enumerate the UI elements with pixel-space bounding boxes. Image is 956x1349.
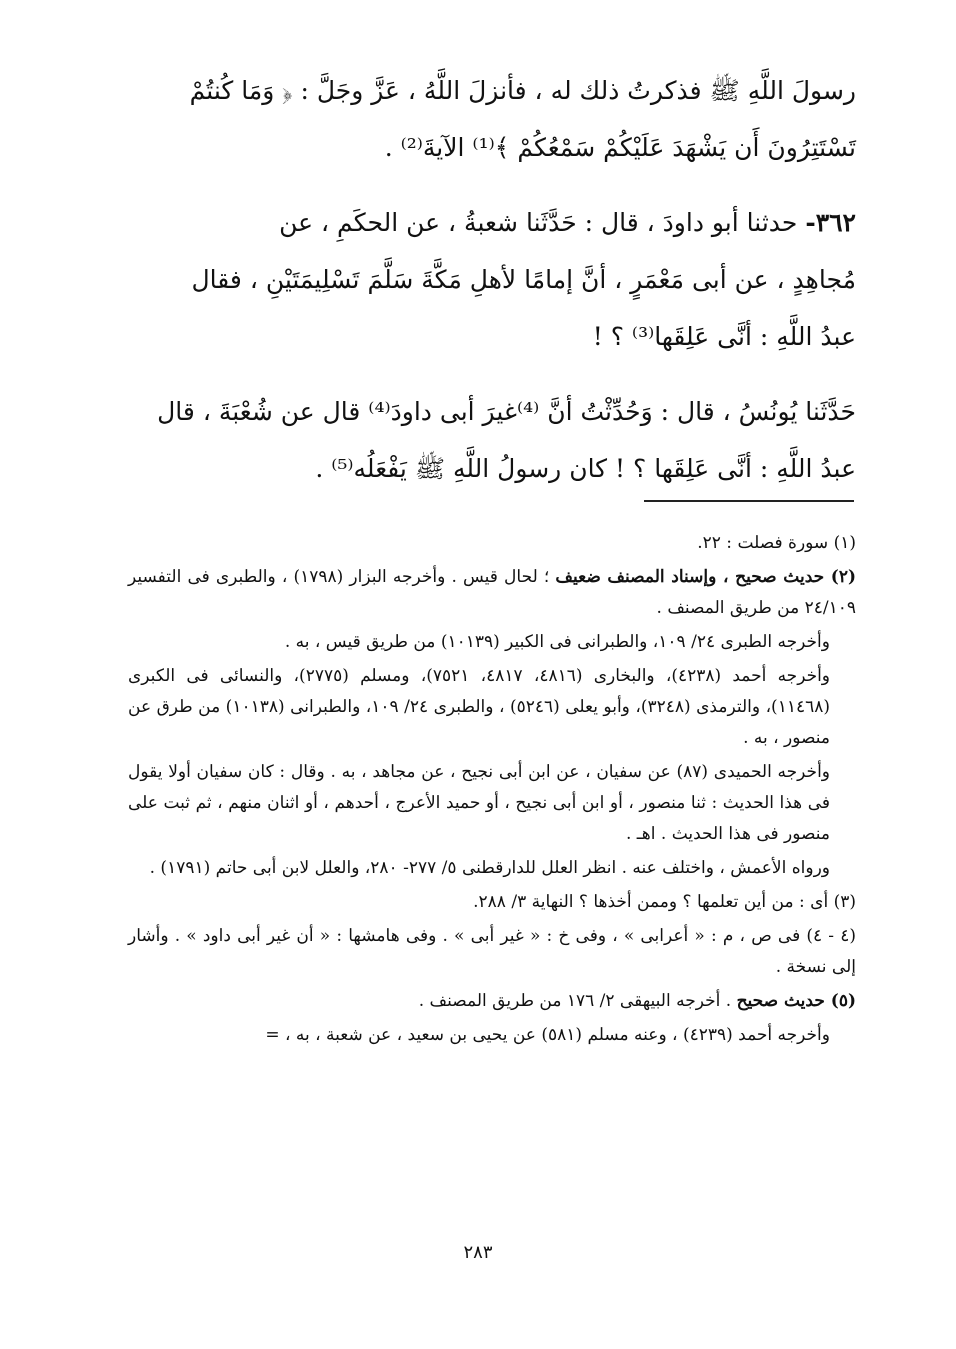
text-line: حَدَّثَنا يُونُسُ ، قال : وَحُدِّثْتُ أنَّ ⁽⁴⁾غيرَ أبى داودَ⁽⁴⁾ قال عن شُعْبَةَ ، قال: [157, 397, 856, 426]
paragraph-yunus: [128, 383, 856, 497]
text-line: رسولَ اللَّهِ ﷺ فذكرتُ ذلك له ، فأنزلَ اللَّهُ ، عَزَّ وجَلَّ : ﴿ وَمَا كُنتُمْ: [189, 76, 856, 105]
paragraph-hadith-362: [128, 194, 856, 365]
footnotes: [128, 528, 856, 1054]
text-line: عبدُ اللَّهِ : أنَّى عَلِقَها ؟ ! كان رسولُ اللَّهِ ﷺ يَفْعَلُه⁽⁵⁾ .: [315, 454, 856, 483]
hadith-text: حدثنا أبو داودَ ، قال : حَدَّثَنا شعبةُ ، عن الحكَمِ ، عن: [279, 208, 798, 237]
hadith-number: ٣٦٢-: [805, 208, 856, 237]
footnote-2-tabari: وأخرجه الطبرى ٢٤/ ١٠٩، والطبرانى فى الكبير (١٠١٣٩) من طريق قيس ، به .: [284, 632, 830, 652]
footnote-1: (١) سورة فصلت : ٢٢.: [697, 533, 856, 553]
footnote-5-grade: (٥) حديث صحيح: [736, 991, 856, 1011]
footnote-2: [128, 562, 856, 624]
paragraph-quran-citation: [128, 62, 856, 176]
footnote-2-text: ؛ لحال قيس . وأخرجه البزار (١٧٩٨) ، والطبرى فى التفسير ٢٤/١٠٩ من طريق المصنف .: [128, 567, 856, 618]
main-text: [128, 62, 856, 515]
page-number: ٢٨٣: [463, 1242, 493, 1263]
text-line: مُجاهِدٍ ، عن أبى مَعْمَرٍ ، أنَّ إمامًا لأهلِ مَكَّةَ سَلَّمَ تَسْلِيمَتَيْنِ ، فقال: [191, 265, 856, 294]
text-line: تَسْتَتِرُونَ أَن يَشْهَدَ عَلَيْكُمْ سَمْعُكُمْ ﴾⁽¹⁾ الآيةَ⁽²⁾ .: [384, 133, 856, 162]
text-line: [128, 194, 856, 251]
footnote-2-ahmad: وأخرجه أحمد (٤٢٣٨)، والبخارى (٤٨١٦، ٤٨١٧، ٧٥٢١)، ومسلم (٢٧٧٥)، والنسائى فى الكبرى (١١٤٦٨)، والترمذى (٣٢٤٨)، وأبو يعلى (٥٢٤٦) ، والطبرى ٢٤/ ١٠٩، والطبرانى (١٠١٣٨) من طرق عن منصور ، به .: [128, 666, 831, 748]
footnote-2-amash: ورواه الأعمش ، واختلف عنه . انظر العلل للدارقطنى ٥/ ٢٧٧- ٢٨٠، والعلل لابن أبى حاتم (١٧٩١) .: [149, 858, 830, 878]
footnote-3: (٣) أى : من أين تعلمها ؟ وممن أخذها ؟ النهاية ٣/ ٢٨٨.: [473, 892, 856, 912]
footnote-divider: [644, 500, 854, 502]
footnote-4: (٤ - ٤) فى ص ، م : « أعرابى » ، وفى خ : « غير أبى » . وفى هامشها : « أن غير أبى داود » . وأشار إلى نسخة .: [128, 926, 856, 977]
footnote-5-ahmad: وأخرجه أحمد (٤٢٣٩) ، وعنه مسلم (٥٨١) عن يحيى بن سعيد ، عن شعبة ، به ، =: [265, 1025, 830, 1045]
footnote-2-humaydi: وأخرجه الحميدى (٨٧) عن سفيان ، عن ابن أبى نجيح ، عن مجاهد ، به . وقال : كان سفيان أولا يقول فى هذا الحديث : ثنا منصور ، أو ابن أبى نجيح ، أو حميد الأعرج ، أحدهم ، أو اثنان منهم ، ثم ثبت على منصور فى هذا الحديث . اهـ .: [128, 762, 831, 844]
footnote-5: [128, 986, 856, 1017]
text-line: عبدُ اللَّهِ : أنَّى عَلِقَها⁽³⁾ ؟ !: [592, 322, 856, 351]
footnote-5-text: . أخرجه البيهقى ٢/ ١٧٦ من طريق المصنف .: [418, 991, 732, 1011]
footnote-2-grade: (٢) حديث صحيح ، وإسناد المصنف ضعيف: [555, 567, 856, 587]
